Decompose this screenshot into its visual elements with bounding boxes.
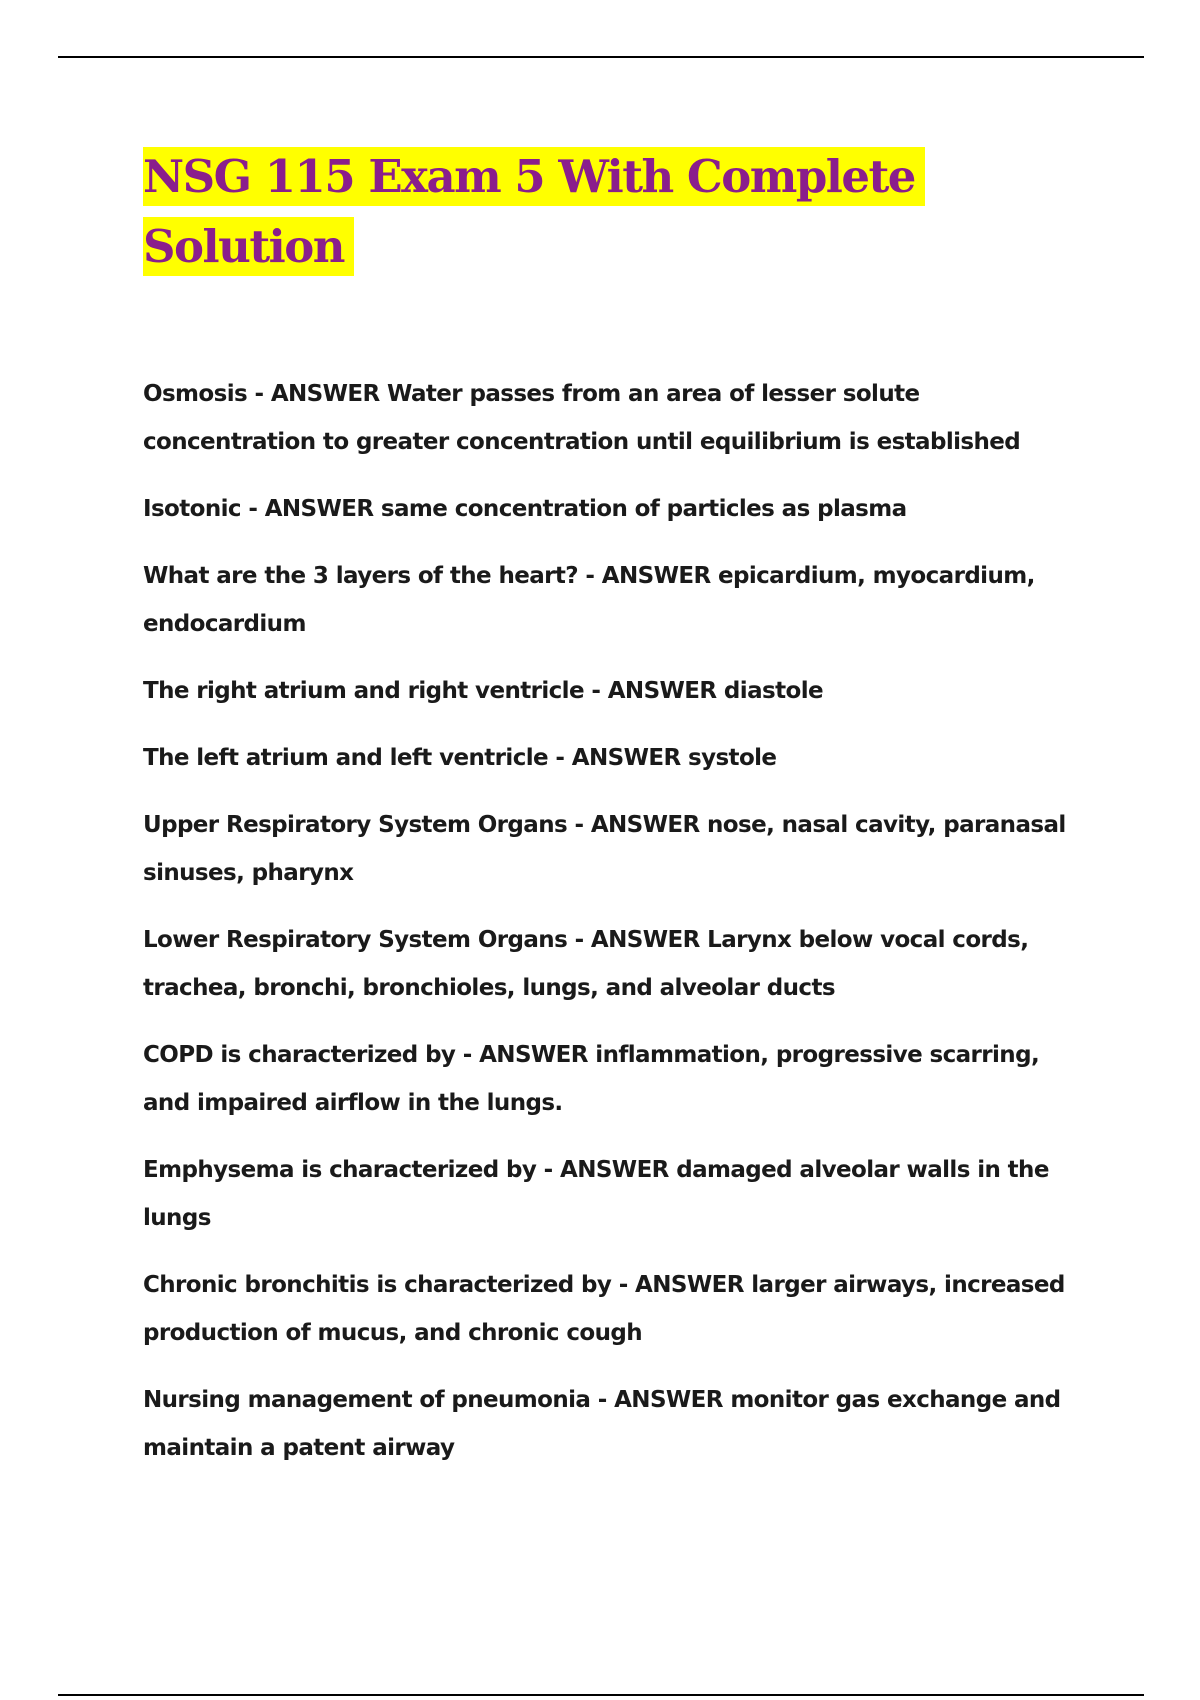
qa-item: Emphysema is characterized by - ANSWER damaged alveolar walls in the lungs <box>143 1157 1049 1231</box>
bottom-rule <box>58 1694 1144 1696</box>
page-title <box>143 142 1043 282</box>
qa-item: Chronic bronchitis is characterized by - ANSWER larger airways, increased production of mucus, and chronic cough <box>143 1272 1065 1346</box>
qa-item: Lower Respiratory System Organs - ANSWER Larynx below vocal cords, trachea, bronchi, bronchioles, lungs, and alveolar ducts <box>143 927 1029 1001</box>
qa-item: Osmosis - ANSWER Water passes from an area of lesser solute concentration to greater concentration until equilibrium is established <box>143 381 1021 455</box>
qa-list <box>143 370 1088 1491</box>
qa-item: Upper Respiratory System Organs - ANSWER nose, nasal cavity, paranasal sinuses, pharynx <box>143 812 1066 886</box>
qa-item: Isotonic - ANSWER same concentration of particles as plasma <box>143 496 907 522</box>
qa-item: COPD is characterized by - ANSWER inflammation, progressive scarring, and impaired airflow in the lungs. <box>143 1042 1040 1116</box>
top-rule <box>58 56 1144 58</box>
qa-item: What are the 3 layers of the heart? - ANSWER epicardium, myocardium, endocardium <box>143 563 1035 637</box>
qa-item: The left atrium and left ventricle - ANSWER systole <box>143 745 777 771</box>
qa-item: The right atrium and right ventricle - ANSWER diastole <box>143 678 823 704</box>
qa-item: Nursing management of pneumonia - ANSWER monitor gas exchange and maintain a patent airway <box>143 1387 1061 1461</box>
title-highlight: NSG 115 Exam 5 With Complete Solution <box>143 147 925 276</box>
